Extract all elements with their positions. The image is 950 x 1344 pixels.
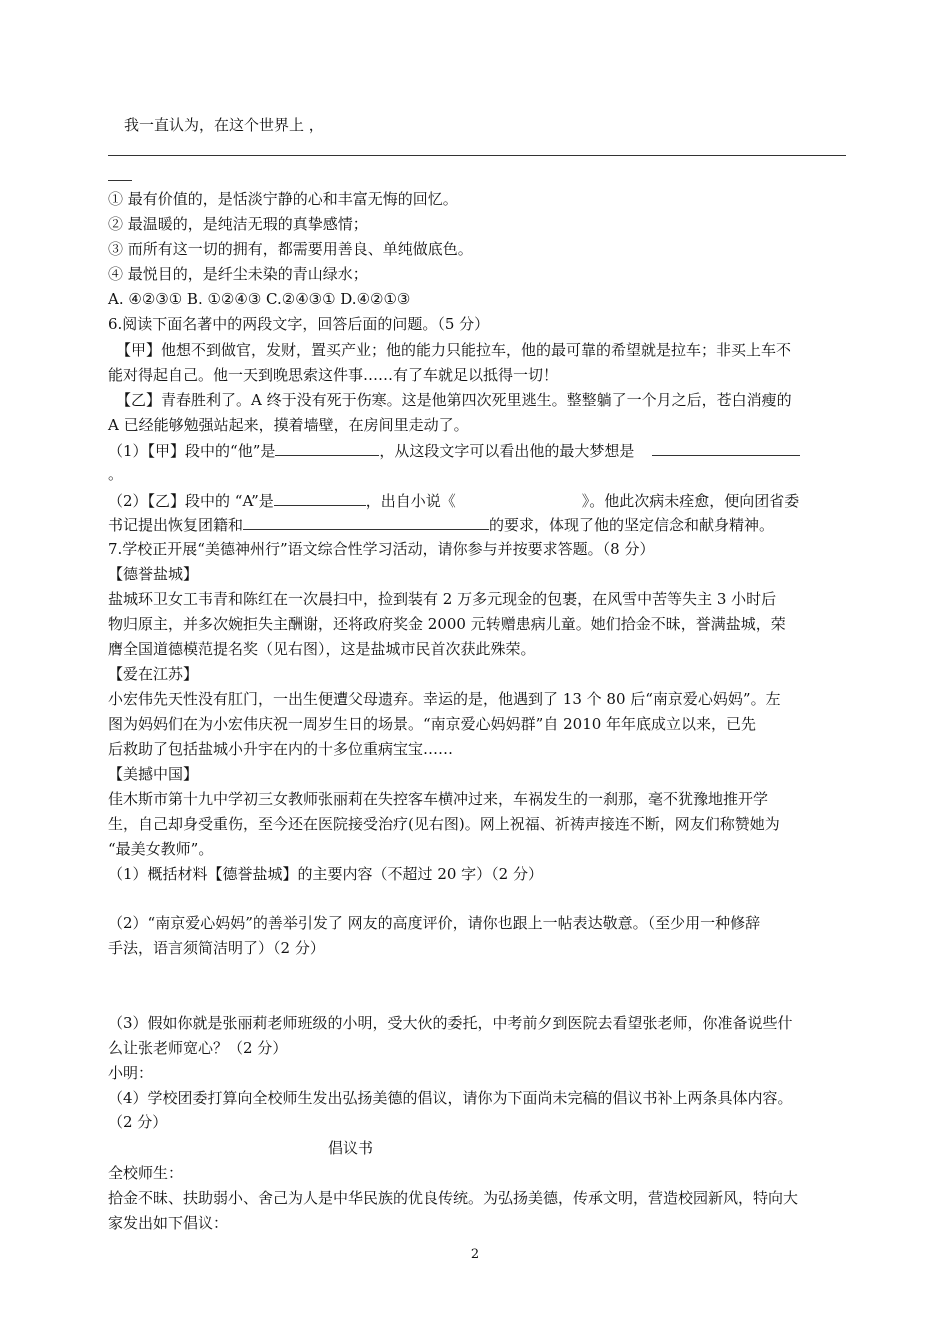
q7-sub2-line1: （2）“南京爱心妈妈”的善举引发了 网友的高度评价，请你也跟上一帖表达敬意。（至少用一种修辞	[108, 914, 761, 932]
q5-option-1: ① 最有价值的，是恬淡宁静的心和丰富无悔的回忆。	[108, 190, 458, 208]
q7-sub3-answer-label: 小明：	[108, 1064, 154, 1082]
q7-section3-line1: 佳木斯市第十九中学初三女教师张丽莉在失控客车横冲过来，车祸发生的一刹那，毫不犹豫地推开学	[108, 790, 769, 808]
q6-sub2-text-b: ，出自小说《	[365, 492, 456, 510]
q7-section3-line3: “最美女教师”。	[108, 840, 214, 858]
proposal-salutation: 全校师生：	[108, 1164, 184, 1182]
q7-section1-line1: 盐城环卫女工韦青和陈红在一次晨扫中，捡到装有 2 万多元现金的包裹，在风雪中苦等失主 3 小时后	[108, 590, 777, 608]
answer-line	[108, 155, 846, 156]
q6-sub2-blank-1[interactable]	[274, 488, 366, 506]
q6-sub1-blank-1[interactable]	[275, 438, 379, 456]
q7-sub2-line2: 手法，语言须简洁明了）（2 分）	[108, 939, 325, 957]
q6-sub1-text-a: （1）【甲】段中的“他”是	[108, 442, 276, 460]
q7-section1-line3: 膺全国道德模范提名奖（见右图），这是盐城市民首次获此殊荣。	[108, 640, 536, 658]
proposal-title: 倡议书	[328, 1139, 374, 1157]
q6-sub2-line2-text-a: 书记提出恢复团籍和	[108, 516, 244, 534]
q7-section2-line1: 小宏伟先天性没有肛门，一出生便遭父母遗弃。幸运的是，他遇到了 13 个 80 后“南京爱心妈妈”。左	[108, 690, 781, 708]
q7-section1-line2: 物归原主，并多次婉拒失主酬谢，还将政府奖金 2000 元转赠患病儿童。她们拾金不昧，誉满盐城，荣	[108, 615, 786, 633]
q7-sub3-line2: 么让张老师宽心？（2 分）	[108, 1039, 288, 1057]
answer-line-short	[108, 180, 132, 181]
q6-yi-line2: A 已经能够勉强站起来，摸着墙壁，在房间里走动了。	[108, 416, 469, 434]
q6-sub2-text-a: （2）【乙】段中的 “A”是	[108, 492, 274, 510]
q7-section2-heading: 【爱在江苏】	[108, 665, 199, 683]
q6-yi-line1: 【乙】青春胜利了。A 终于没有死于伤寒。这是他第四次死里逃生。整整躺了一个月之后，苍白消瘦的	[116, 391, 792, 409]
q6-sub1-text-b: ，从这段文字可以看出他的最大梦想是	[379, 442, 635, 460]
page-number: 2	[470, 1247, 480, 1262]
q7-section2-line2: 图为妈妈们在为小宏伟庆祝一周岁生日的场景。“南京爱心妈妈群”自 2010 年年底成立以来，已先	[108, 715, 757, 733]
q6-sub1	[108, 438, 848, 463]
q6-sub2-blank-2[interactable]	[243, 512, 489, 530]
q6-sub2-text-c: 》。他此次病未痊愈，便向团省委	[581, 492, 800, 510]
q5-option-4: ④ 最悦目的，是纤尘未染的青山绿水；	[108, 265, 368, 283]
q6-sub1-end: 。	[108, 465, 124, 483]
q6-sub2	[108, 488, 848, 513]
q6-jia-line2: 能对得起自己。他一天到晚思索这件事……有了车就足以抵得一切！	[108, 366, 559, 384]
q7-sub4-line1: （4）学校团委打算向全校师生发出弘扬美德的倡议，请你为下面尚未完稿的倡议书补上两条具体内容。	[108, 1089, 793, 1107]
q6-jia-line1: 【甲】他想不到做官，发财，置买产业；他的能力只能拉车，他的最可靠的希望就是拉车；非买上车不	[116, 341, 792, 359]
q5-option-3: ③ 而所有这一切的拥有，都需要用善良、单纯做底色。	[108, 240, 473, 258]
proposal-line1: 拾金不昧、扶助弱小、舍己为人是中华民族的优良传统。为弘扬美德，传承文明，营造校园新风，特向大	[108, 1189, 799, 1207]
q6-sub2-line2	[108, 512, 848, 537]
q7-sub3-line1: （3）假如你就是张丽莉老师班级的小明，受大伙的委托，中考前夕到医院去看望张老师，你准备说些什	[108, 1014, 793, 1032]
q7-section2-line3: 后救助了包括盐城小升宇在内的十多位重病宝宝……	[108, 740, 454, 758]
intro-sentence: 我一直认为，在这个世界上 ，	[124, 116, 324, 134]
q6-sub2-line2-text-b: 的要求，体现了他的坚定信念和献身精神。	[489, 516, 775, 534]
q7-title: 7.学校正开展“美德神州行”语文综合性学习活动，请你参与并按要求答题。（8 分）	[108, 540, 655, 558]
q6-title: 6.阅读下面名著中的两段文字，回答后面的问题。（5 分）	[108, 315, 490, 333]
proposal-line2: 家发出如下倡议：	[108, 1214, 229, 1232]
q7-section3-heading: 【美撼中国】	[108, 765, 199, 783]
q7-section3-line2: 生，自己却身受重伤，至今还在医院接受治疗(见右图)。网上祝福、祈祷声接连不断，网友们称赞她为	[108, 815, 780, 833]
q7-section1-heading: 【德誉盐城】	[108, 565, 199, 583]
q7-sub4-line2: （2 分）	[108, 1113, 168, 1131]
q7-sub1: （1）概括材料【德誉盐城】的主要内容（不超过 20 字）（2 分）	[108, 865, 543, 883]
q6-sub1-blank-2[interactable]	[652, 438, 800, 456]
q5-choices: A. ④②③① B. ①②④③ C.②④③① D.④②①③	[108, 290, 411, 308]
q5-option-2: ② 最温暖的，是纯洁无瑕的真挚感情；	[108, 215, 368, 233]
